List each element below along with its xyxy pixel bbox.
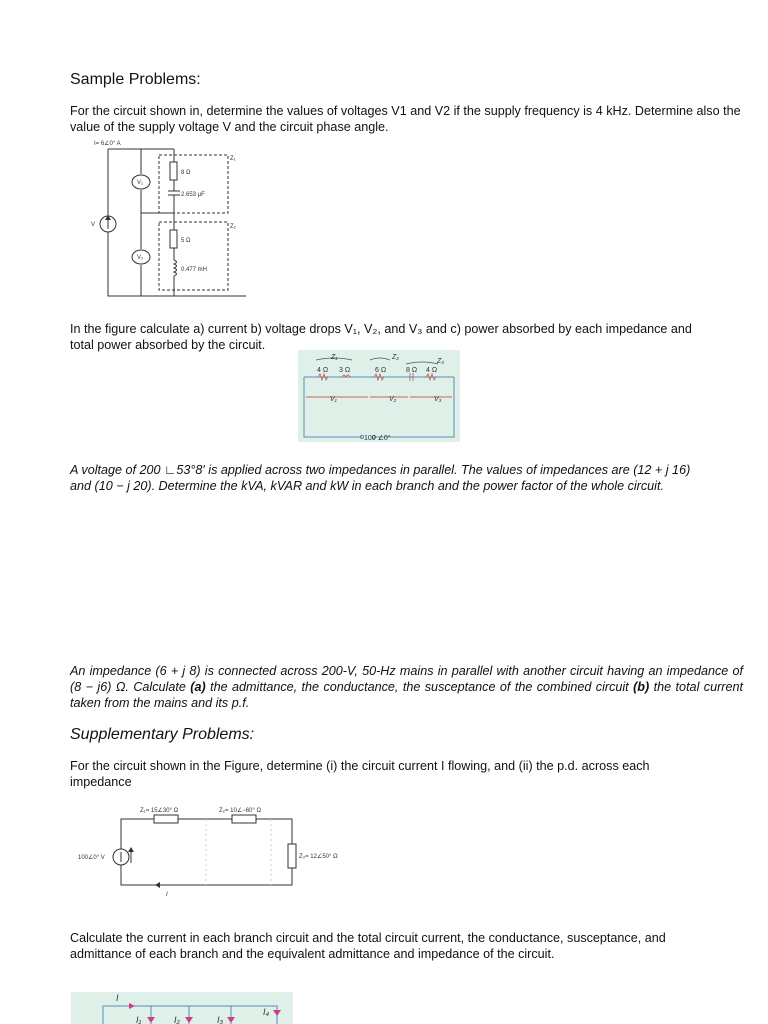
- fig3-current-label: I: [166, 892, 168, 898]
- supp-2-text: Calculate the current in each branch circuit and the total circuit current, the conductance, susceptance, and admittance of each branch and the equivalent admittance and impedance of the circuit.: [70, 931, 666, 961]
- circuit-figure-2: [298, 350, 460, 442]
- problem-4-part-1: An impedance (6 + j 8) is connected across 200-V, 50-Hz mains in parallel with another circuit having an impedance of (8 − j6) Ω. Calculate: [70, 664, 743, 694]
- supp-1-text: For the circuit shown in the Figure, determine (i) the circuit current I flowing, and (ii) the p.d. across each impedance: [70, 759, 650, 789]
- fig1-v1-label: V₁: [137, 180, 144, 186]
- fig1-r2-label: 5 Ω: [181, 238, 191, 244]
- fig1-c1-label: 2.653 μF: [181, 192, 205, 198]
- problem-2-line-1: In the figure calculate a) current b) voltage drops V₁, V₂, and V₃ and c) power absorbed by each impedance and: [70, 322, 692, 336]
- fig1-r1-label: 8 Ω: [181, 170, 191, 176]
- problem-4-part-b-label: (b): [633, 680, 650, 694]
- fig3-z3-label: Z₃= 12∠50° Ω: [299, 854, 338, 860]
- circuit-figure-1: [88, 138, 250, 302]
- problem-2-line-2: total power absorbed by the circuit.: [70, 338, 266, 352]
- fig3-z1-label: Z₁= 15∠30° Ω: [140, 808, 179, 814]
- problem-3-line-1: A voltage of 200 ∟53°8′ is applied across two impedances in parallel. The values of impedances are (12 + j 16): [70, 463, 691, 477]
- fig2-r2-label: 6 Ω: [375, 367, 387, 374]
- fig3-source-label: 100∠0° V: [78, 855, 105, 861]
- fig2-r1-label: 4 Ω: [317, 367, 329, 374]
- circuit-figure-3: [76, 805, 362, 899]
- fig2-x1-label: 3 Ω: [339, 367, 351, 374]
- problem-4-text: [70, 663, 743, 711]
- problem-3-text: [70, 462, 746, 494]
- fig2-z2-label: Z₂: [392, 354, 399, 361]
- fig1-v-label: V: [91, 222, 96, 228]
- fig1-z2-label: Z₂: [230, 224, 236, 230]
- problem-3-line-2: and (10 − j 20). Determine the kVA, kVAR and kW in each branch and the power factor of the whole circuit.: [70, 479, 664, 493]
- problem-4-part-3: the total current taken from the mains and its p.f.: [70, 680, 743, 710]
- problem-4-part-2: the admittance, the conductance, the susceptance of the combined circuit: [205, 680, 634, 694]
- fig2-z1-label: Z₁: [331, 354, 338, 361]
- fig2-v3-label: V₃: [434, 396, 442, 403]
- problem-4-part-a-label: (a): [190, 680, 206, 694]
- fig1-z1-label: Z₁: [230, 156, 236, 162]
- fig2-r3b-label: 4 Ω: [426, 367, 438, 374]
- fig1-l2-label: 0.477 mH: [181, 267, 208, 273]
- fig4-i-label: I: [116, 993, 119, 1003]
- fig4-i2-label: I₂: [174, 1015, 180, 1024]
- fig4-i4-label: I₄: [263, 1007, 270, 1017]
- fig3-z2-label: Z₂= 10∠−60° Ω: [219, 808, 261, 814]
- problem-2-text: [70, 321, 746, 353]
- fig4-background: [71, 992, 293, 1024]
- fig2-v1-label: V₁: [330, 396, 337, 403]
- fig1-current-label: I= 6∠0° A: [94, 141, 121, 147]
- circuit-figure-4: [71, 992, 293, 1024]
- fig2-source-label: 100 ∠0°: [364, 435, 391, 442]
- fig2-r3a-label: 8 Ω: [406, 367, 418, 374]
- fig4-i3-label: I₃: [217, 1015, 224, 1024]
- sample-problems-heading: Sample Problems:: [70, 71, 201, 88]
- supplementary-problems-heading: Supplementary Problems:: [70, 726, 255, 743]
- fig4-i1-label: I₁: [136, 1015, 142, 1024]
- fig2-z3-label: Z₃: [437, 358, 445, 365]
- fig2-v2-label: V₂: [389, 396, 397, 403]
- problem-1-text: For the circuit shown in, determine the values of voltages V1 and V2 if the supply frequency is 4 kHz. Determine also the value of the supply voltage V and the circuit phase angle.: [70, 104, 741, 134]
- fig1-v2-label: V₂: [137, 255, 144, 261]
